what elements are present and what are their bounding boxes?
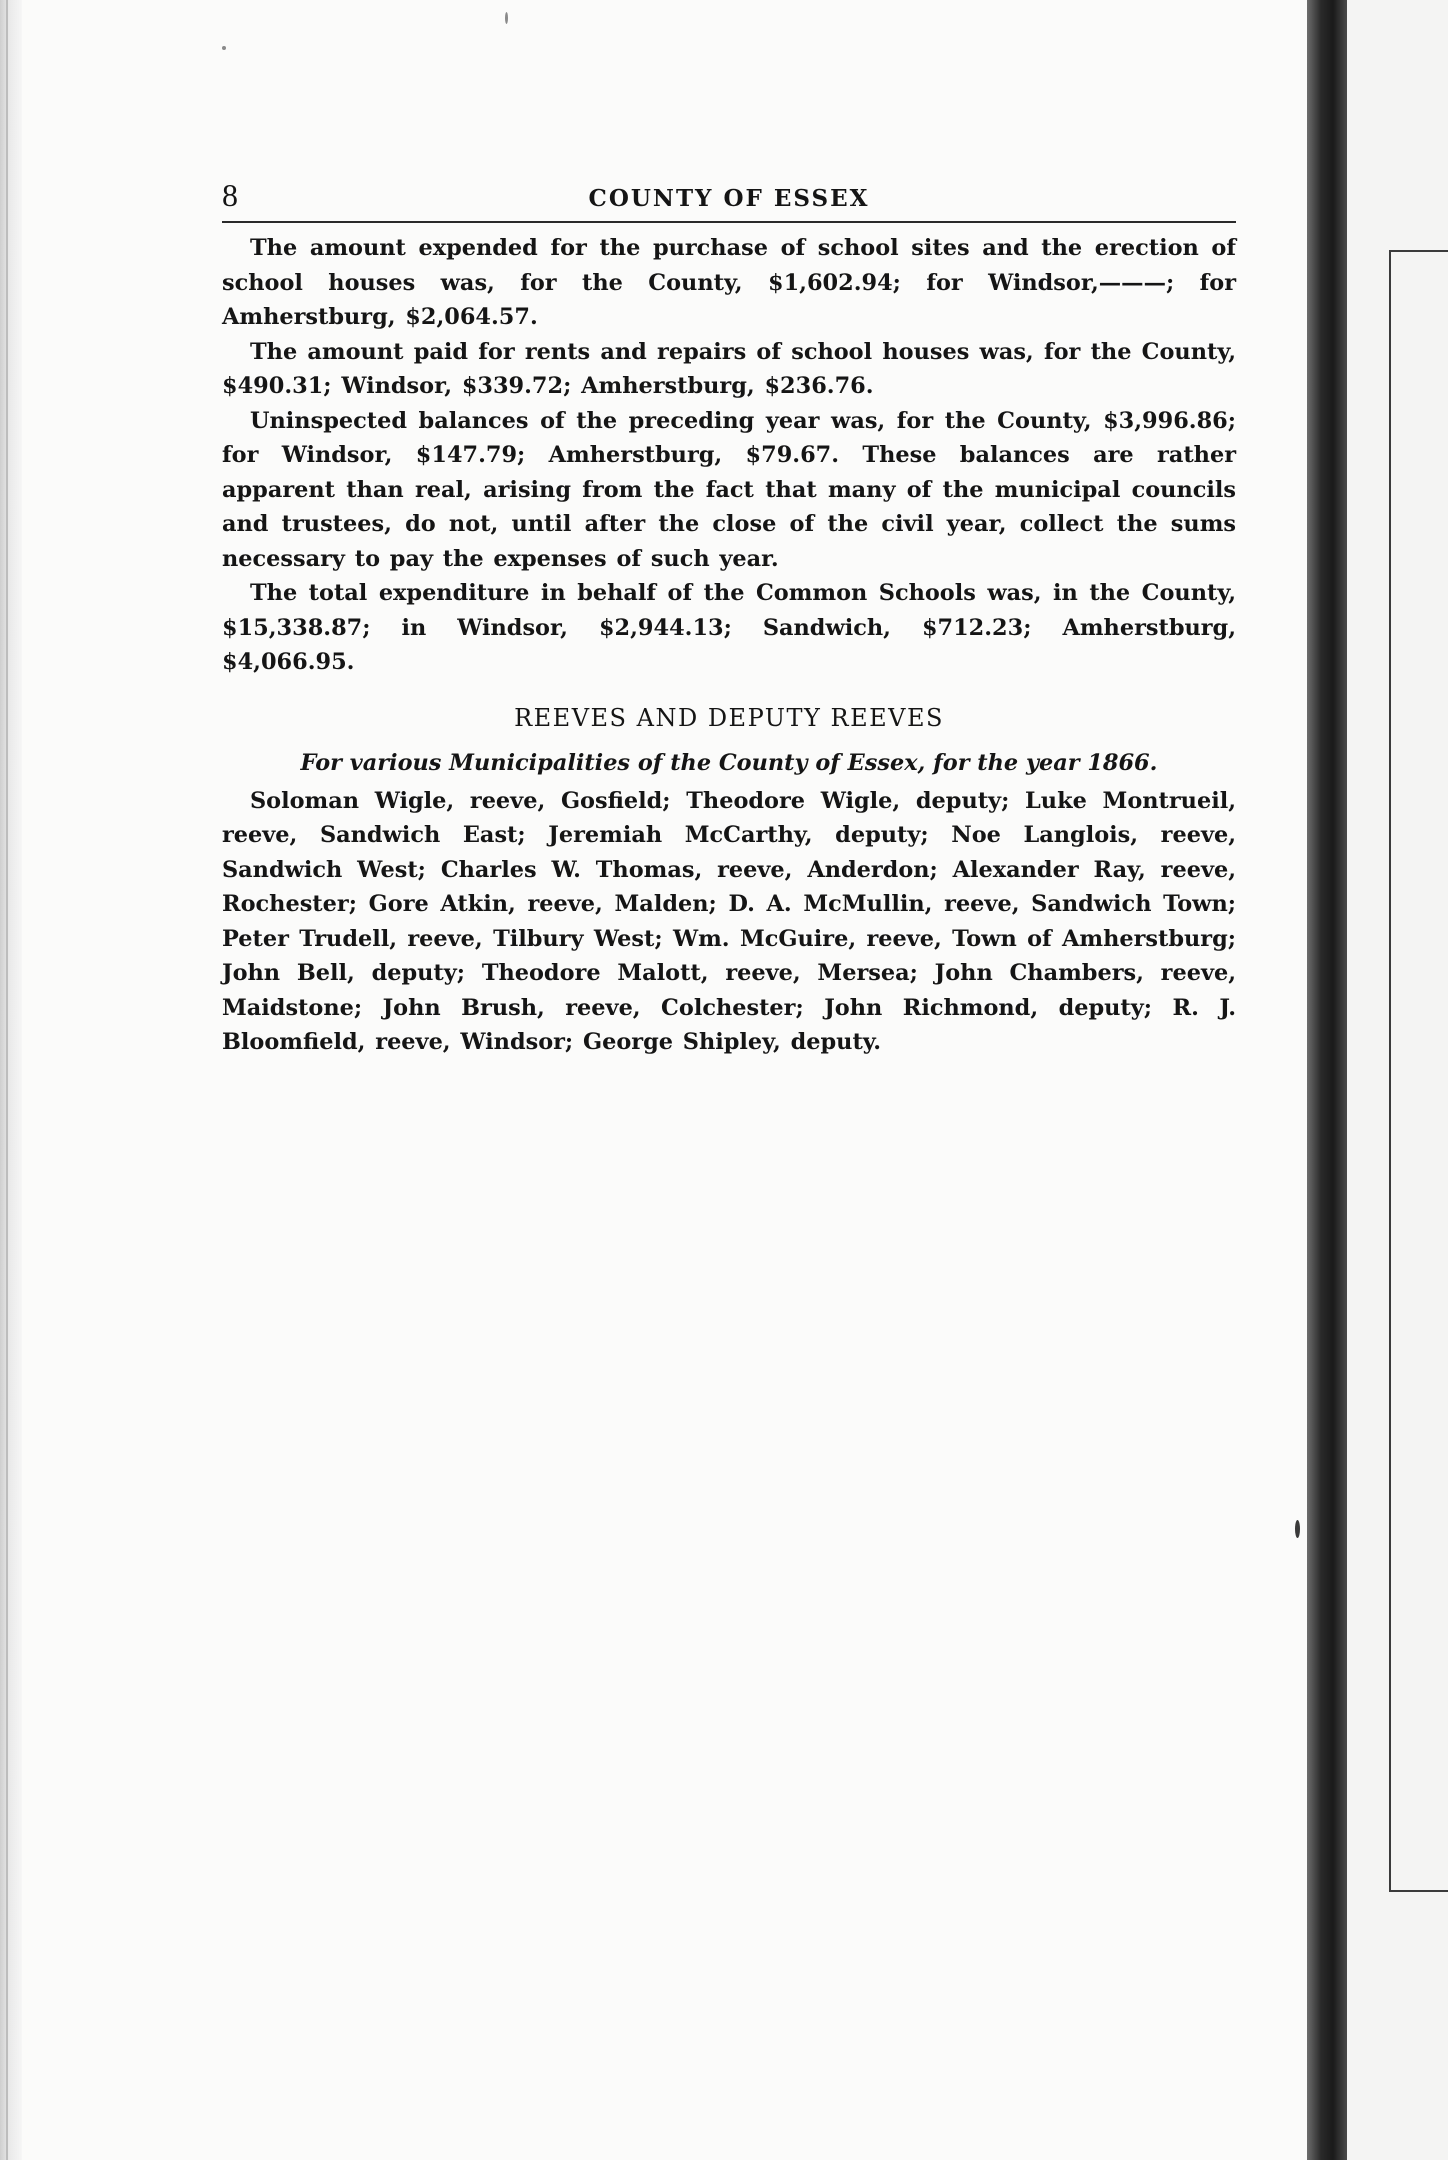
section-subtitle: For various Municipalities of the County of Essex, for the year 1866. (300, 749, 1158, 776)
running-head: COUNTY OF ESSEX (588, 185, 870, 212)
dust-speck (222, 46, 226, 50)
paragraph-uninspected-balances: Uninspected balances of the preceding year was, for the County, $3,996.86; for Windsor, $147.79; Amherstburg, $79.67. These balances are rather apparent than real, arising from the fact that many of the municipal councils and trustees, do not, until after the close of the civil year, collect the sums necessary to pay the expenses of such year. (222, 407, 1236, 572)
paragraph-school-sites: The amount expended for the purchase of school sites and the erection of school houses was, for the County, $1,602.94; for Windsor,———; for Amherstburg, $2,064.57. (222, 235, 1236, 330)
paragraph-total-expenditure: The total expenditure in behalf of the Common Schools was, in the County, $15,338.87; in Windsor, $2,944.13; Sandwich, $712.23; Amherstburg, $4,066.95. (222, 580, 1236, 675)
book-left-edge-line (6, 0, 8, 2160)
section-title: REEVES AND DEPUTY REEVES (514, 703, 944, 732)
page-number: 8 (222, 177, 238, 213)
paragraph-rents-repairs: The amount paid for rents and repairs of school houses was, for the County, $490.31; Windsor, $339.72; Amherstburg, $236.76. (222, 338, 1236, 399)
page-content (222, 175, 1236, 1060)
book-left-edge (0, 0, 22, 2160)
adjacent-page-border (1389, 250, 1448, 1892)
page-header (222, 175, 1236, 223)
dust-speck (1295, 1520, 1300, 1538)
book-gutter (1307, 0, 1347, 2160)
reeves-list: Soloman Wigle, reeve, Gosfield; Theodore Wigle, deputy; Luke Montrueil, reeve, Sandwich East; Jeremiah McCarthy, deputy; Noe Langlois, reeve, Sandwich West; Charles W. Thomas, reeve, Anderdon; Alexander Ray, reeve, Rochester; Gore Atkin, reeve, Malden; D. A. McMullin, reeve, Sandwich Town; Peter Trudell, reeve, Tilbury West; Wm. McGuire, reeve, Town of Amherstburg; John Bell, deputy; Theodore Malott, reeve, Mersea; John Chambers, reeve, Maidstone; John Brush, reeve, Colchester; John Richmond, deputy; R. J. Bloomfield, reeve, Windsor; George Shipley, deputy. (222, 787, 1236, 1055)
dust-speck (505, 12, 508, 24)
